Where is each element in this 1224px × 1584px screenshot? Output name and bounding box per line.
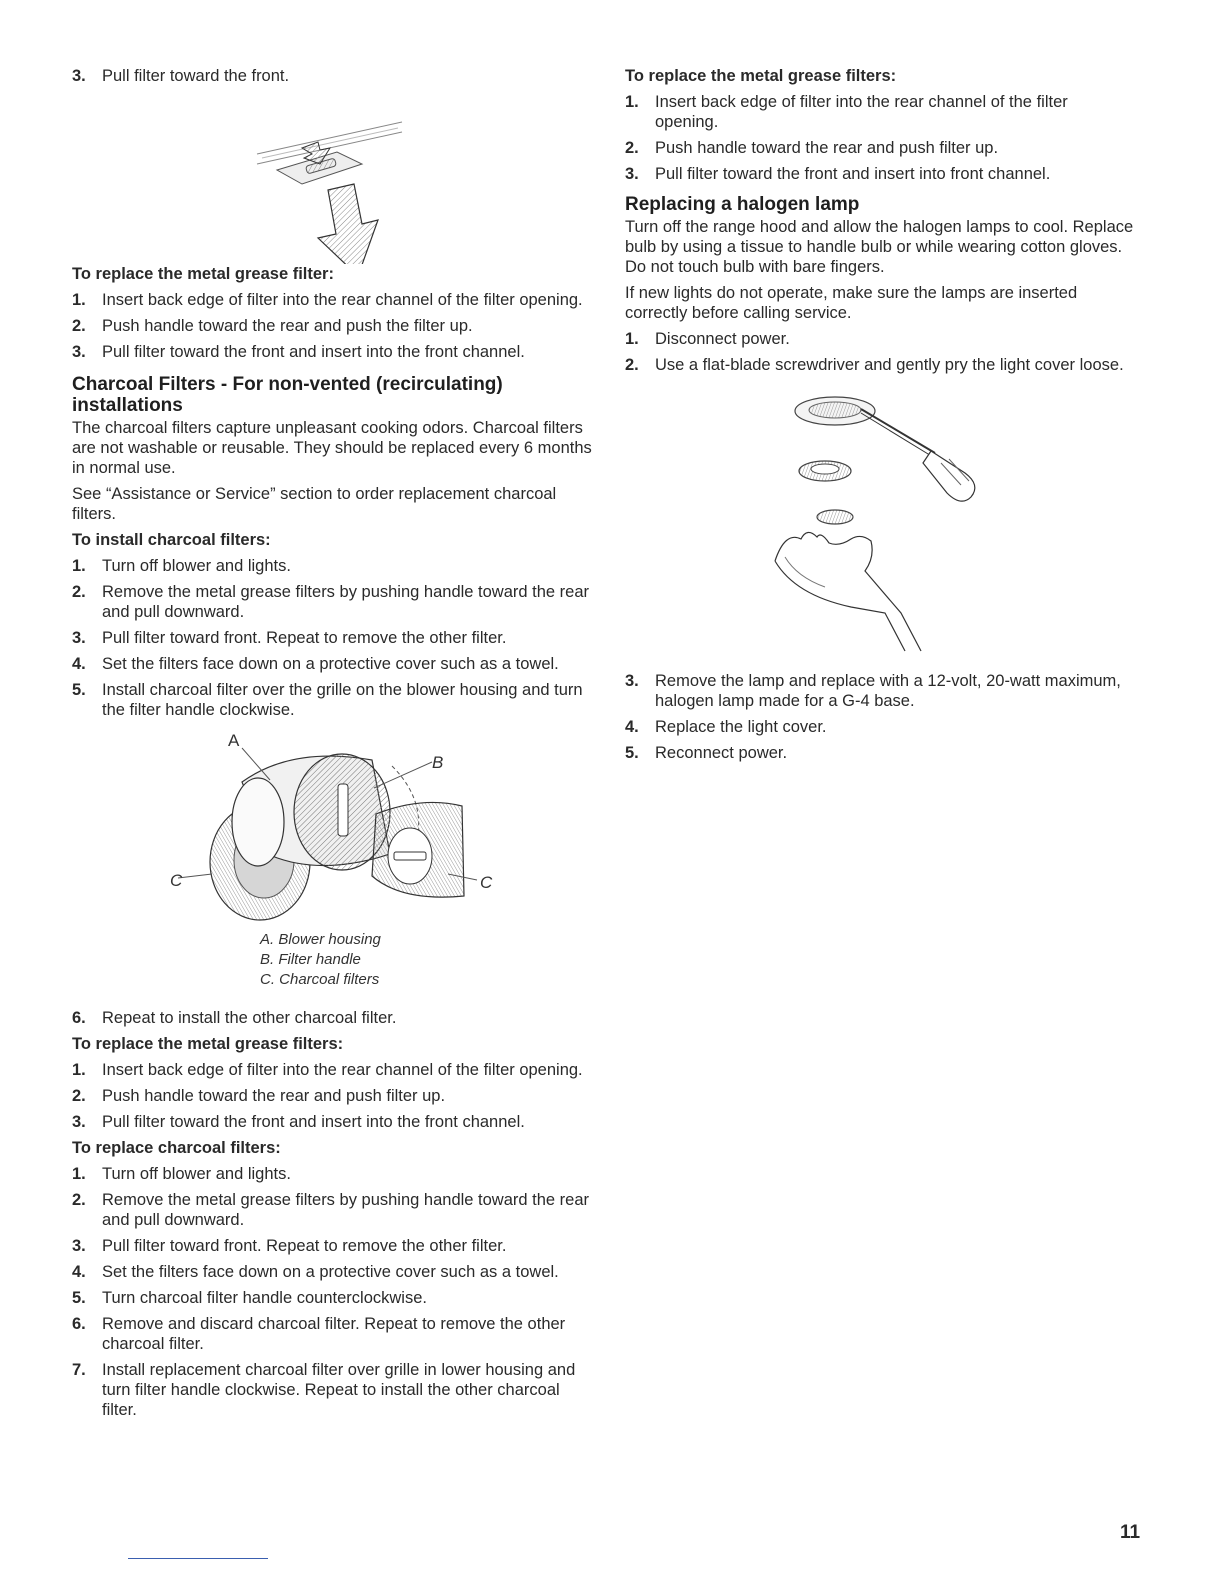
list-item: 4. Replace the light cover. <box>625 718 827 736</box>
list-item: 3. Pull filter toward front. Repeat to remove the other filter. <box>72 1237 507 1255</box>
charcoal-filter-illustration <box>72 726 592 936</box>
list-item: 1. Insert back edge of filter into the rear channel of the filter opening. <box>72 1061 583 1079</box>
list-item: 5. Reconnect power. <box>625 744 788 762</box>
figure-caption <box>72 930 592 990</box>
caption-a: A. Blower housing <box>260 931 381 948</box>
list-item: 1. Turn off blower and lights. <box>72 557 291 575</box>
list-item: 3. Pull filter toward front. Repeat to remove the other filter. <box>72 629 507 647</box>
list-item: 2. Push handle toward the rear and push filter up. <box>625 139 999 157</box>
list-item: 5. Turn charcoal filter handle counterclockwise. <box>72 1289 427 1307</box>
label-a: A <box>228 731 240 750</box>
halogen-steps-a <box>625 329 1135 375</box>
filter-pull-illustration <box>72 92 592 264</box>
list-item: 1. Insert back edge of filter into the rear channel of the filter opening. <box>625 93 1068 131</box>
halogen-para-1: Turn off the range hood and allow the halogen lamps to cool. Replace bulb by using a tissue to handle bulb or while wearing cotton gloves. Do not touch bulb with bare fingers. <box>625 218 1134 276</box>
page-number: 11 <box>1120 1522 1141 1543</box>
right-column <box>625 66 1135 769</box>
replace-grease-filters-steps <box>72 1060 592 1132</box>
label-c-left: C <box>170 871 183 890</box>
list-item: 2. Push handle toward the rear and push the filter up. <box>72 317 473 335</box>
label-c-right: C <box>480 873 493 892</box>
list-item: 5. Install charcoal filter over the grille on the blower housing and turn the filter handle clockwise. <box>72 681 583 719</box>
install-charcoal-steps <box>72 556 592 720</box>
list-item: 4. Set the filters face down on a protective cover such as a towel. <box>72 655 559 673</box>
list-item: 2. Remove the metal grease filters by pushing handle toward the rear and pull downward. <box>72 583 590 621</box>
list-item: 6. Remove and discard charcoal filter. Repeat to remove the other charcoal filter. <box>72 1315 566 1353</box>
caption-c: C. Charcoal filters <box>260 971 380 988</box>
list-item: 1. Turn off blower and lights. <box>72 1165 291 1183</box>
caption-b: B. Filter handle <box>260 951 361 968</box>
charcoal-para-2: See “Assistance or Service” section to order replacement charcoal filters. <box>72 485 557 523</box>
replace-grease-filters-title: To replace the metal grease filters: <box>72 1035 344 1053</box>
charcoal-section-heading: Charcoal Filters - For non-vented (recirculating) installations <box>72 374 503 416</box>
install-charcoal-title: To install charcoal filters: <box>72 531 271 549</box>
list-item: 3. Remove the lamp and replace with a 12-volt, 20-watt maximum, halogen lamp made for a G-4 base. <box>625 672 1121 710</box>
intro-step: 3. Pull filter toward the front. <box>72 67 290 85</box>
replace-charcoal-steps <box>72 1164 592 1420</box>
list-item: 3. Pull filter toward the front and insert into front channel. <box>625 165 1051 183</box>
halogen-steps-b <box>625 671 1135 763</box>
replace-grease-filter-steps <box>72 290 592 362</box>
list-item: 7. Install replacement charcoal filter over grille in lower housing and turn filter handle clockwise. Repeat to install the other charcoal filter. <box>72 1361 576 1419</box>
replace-grease-filter-title: To replace the metal grease filter: <box>72 265 334 283</box>
right-replace-grease-filters-steps <box>625 92 1135 184</box>
list-item: 2. Push handle toward the rear and push filter up. <box>72 1087 446 1105</box>
step-6: 6. Repeat to install the other charcoal filter. <box>72 1009 397 1027</box>
list-item: 4. Set the filters face down on a protective cover such as a towel. <box>72 1263 559 1281</box>
halogen-heading: Replacing a halogen lamp <box>625 194 860 215</box>
list-item: 2. Remove the metal grease filters by pushing handle toward the rear and pull downward. <box>72 1191 590 1229</box>
list-item: 3. Pull filter toward the front and insert into the front channel. <box>72 1113 525 1131</box>
list-item: 1. Disconnect power. <box>625 330 790 348</box>
left-column <box>72 66 592 1426</box>
list-item: 1. Insert back edge of filter into the rear channel of the filter opening. <box>72 291 583 309</box>
halogen-lamp-illustration <box>625 381 1135 671</box>
label-b: B <box>432 753 444 772</box>
footer-rule <box>128 1558 268 1559</box>
list-item: 2. Use a flat-blade screwdriver and gently pry the light cover loose. <box>625 356 1124 374</box>
replace-charcoal-title: To replace charcoal filters: <box>72 1139 281 1157</box>
halogen-para-2: If new lights do not operate, make sure the lamps are inserted correctly before calling service. <box>625 284 1078 322</box>
charcoal-para-1: The charcoal filters capture unpleasant cooking odors. Charcoal filters are not washable or reusable. They should be replaced every 6 months in normal use. <box>72 419 592 477</box>
list-item: 3. Pull filter toward the front and insert into the front channel. <box>72 343 525 361</box>
right-replace-grease-filters-title: To replace the metal grease filters: <box>625 67 897 85</box>
